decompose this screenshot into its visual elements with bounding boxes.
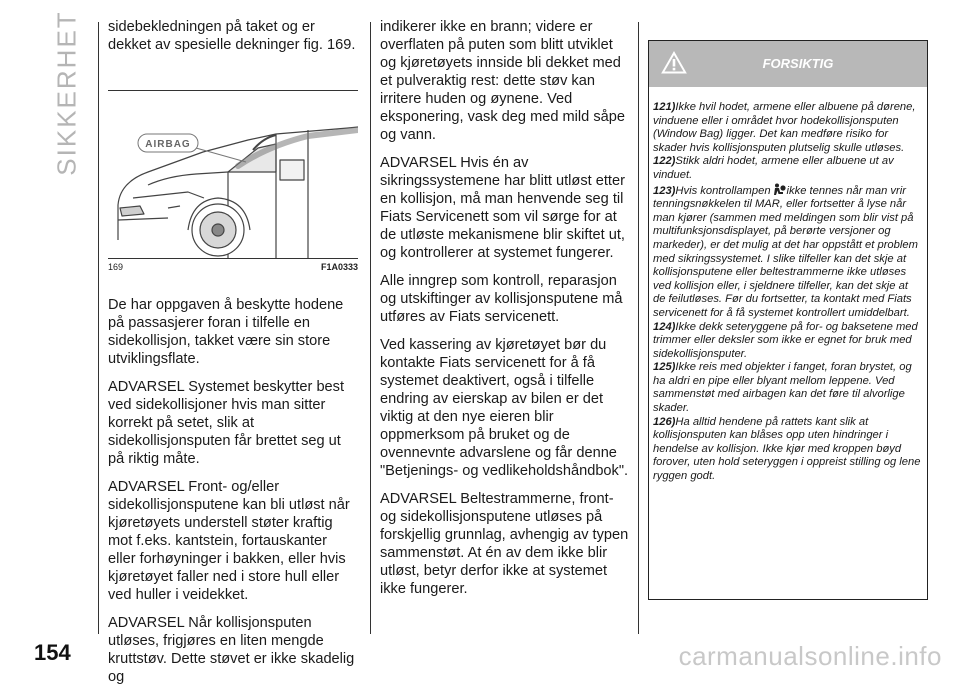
paragraph: sidebekledningen på taket og er dekket av spesielle dekninger fig. 169. — [108, 19, 356, 53]
caution-item — [653, 416, 923, 484]
caution-item-number: 124) — [653, 320, 676, 333]
caution-item-number: 121) — [653, 101, 676, 113]
caution-item-text: Hvis kontrollampen — [675, 184, 771, 197]
caution-item-number: 123) — [653, 184, 676, 197]
text-column-1-lower — [108, 296, 358, 696]
caution-item-text: ikke tennes når man vrir tenningsnøkkelen til MAR, eller fortsetter å lyse når man kjører (sammen med meldingen som blir vist på multifunksjonsdisplayet, på berørte versjoner og markeder), er det mulig at det har oppstått et problem med sikringssystemet. I slike tilfeller kan det skje at kollisjonsputene eller beltestrammerne ikke utløses ved kollisjon eller, i sjeldnere tilfeller, kan det skje at de feilutløses. Før du fortsetter, ta kontakt med Fiats servicenett for å få systemet kontrollert umiddelbart. — [653, 184, 918, 319]
caution-item-number: 122) — [653, 155, 676, 168]
page-number: 154 — [34, 640, 71, 665]
text-column-1 — [108, 18, 358, 64]
airbag-warning-lamp-icon — [772, 183, 786, 196]
caution-item-text: Ikke hvil hodet, armene eller albuene på dørene, vinduene eller i området hvor hodekollisjonsputen (Window Bag) ligger. Det kan medføre risiko for skader hvis kollisjonsputen plutselig skulle utløses. — [653, 101, 916, 154]
paragraph: Ved kassering av kjøretøyet bør du kontakte Fiats servicenett for å få systemet deaktivert, også i tilfelle endring av eierskap av bilen er det viktig at den nye eieren blir oppmerksom på bruket og de ovennevnte advarslene og får denne "Betjenings- og vedlikeholdshåndbok". — [380, 337, 629, 479]
caution-item-number: 126) — [653, 415, 676, 428]
section-tab-label: SIKKERHET — [51, 10, 82, 176]
caution-item-number: 125) — [653, 361, 676, 374]
column-divider — [370, 22, 371, 634]
paragraph: ADVARSEL Front- og/eller sidekollisjonsputene kan bli utløst når kjøretøyets understell støter kraftig mot f.eks. kantstein, fortauskanter eller forhøyninger i bakken, eller hvis kjøretøyet faller ned i store hull eller ved huller i veidekket. — [108, 479, 350, 603]
van-airbag-illustration — [108, 90, 358, 258]
airbag-label: AIRBAG — [145, 139, 191, 150]
figure-code: F1A0333 — [320, 262, 358, 272]
paragraph: ADVARSEL Beltestrammerne, front- og sidekollisjonsputene utløses på forskjellig grunnlag, avhengig av typen sammenstøt. At én av dem ikke blir utløst, betyr derfor ikke at systemet ikke fungerer. — [380, 491, 629, 597]
paragraph: indikerer ikke en brann; videre er overflaten på puten som blitt utviklet og kjøretøyets innside bli dekket med et pulveraktig rest: dette støv kan irritere huden og øynene. Ved eksponering, vask deg med mild såpe og vann. — [380, 19, 625, 143]
paragraph: ADVARSEL Når kollisjonsputen utløses, frigjøres en liten mengde kruttstøv. Dette støvet er ikke skadelig og — [108, 615, 355, 685]
caution-header — [649, 41, 927, 87]
paragraph: ADVARSEL Hvis én av sikringssystemene har blitt utløst etter en kollisjon, må man henvende seg til Fiats Servicenett som vil sørge for at de utløste mekanismene blir skiftet ut, og kontrollerer at systemet fungerer. — [380, 155, 625, 261]
caution-body — [649, 87, 927, 484]
figure-169 — [108, 90, 358, 302]
caution-item — [653, 155, 923, 182]
caution-item — [653, 361, 923, 415]
figure-number: 169 — [108, 262, 124, 272]
text-column-2 — [380, 18, 630, 608]
figure-rule-bottom — [108, 258, 358, 259]
section-tab — [51, 10, 82, 176]
paragraph: ADVARSEL Systemet beskytter best ved sidekollisjoner hvis man sitter korrekt på setet, slik at sidekollisjonsputen får brettet seg ut på riktig måte. — [108, 379, 345, 467]
caution-item — [653, 101, 923, 155]
caution-item-text: Ikke reis med objekter i fanget, foran brystet, og ha aldri en pipe eller blyant mellom leppene. Ved sammenstøt med airbagen kan det føre til alvorlige skader. — [653, 361, 912, 415]
caution-item — [653, 183, 923, 321]
caution-item-text: Ha alltid hendene på rattets kant slik at kollisjonsputen kan blåses opp uten hindringer i hendelse av kollisjon. Ikke kjør med kroppen bøyd forover, uten hold seteryggen i oppreist stilling og lene ryggen godt. — [653, 415, 921, 483]
caution-title: FORSIKTIG — [762, 56, 834, 71]
caution-item-text: Ikke dekk seteryggene på for- og baksetene med trimmer eller deksler som ikke er egnet for bruk med sidekollisjonsputer. — [653, 320, 918, 360]
caution-box — [648, 40, 928, 600]
column-divider — [638, 22, 639, 634]
caution-item-text: Stikk aldri hodet, armene eller albuene ut av vinduet. — [653, 155, 894, 181]
watermark: carmanualsonline.info — [678, 641, 942, 671]
paragraph: De har oppgaven å beskytte hodene på passasjerer foran i tilfelle en sidekollisjon, takket være sin store utviklingsflate. — [108, 297, 344, 367]
paragraph: Alle inngrep som kontroll, reparasjon og utskiftinger av kollisjonsputene må utføres av Fiats servicenett. — [380, 273, 623, 325]
column-divider — [98, 22, 99, 634]
caution-item — [653, 321, 923, 362]
